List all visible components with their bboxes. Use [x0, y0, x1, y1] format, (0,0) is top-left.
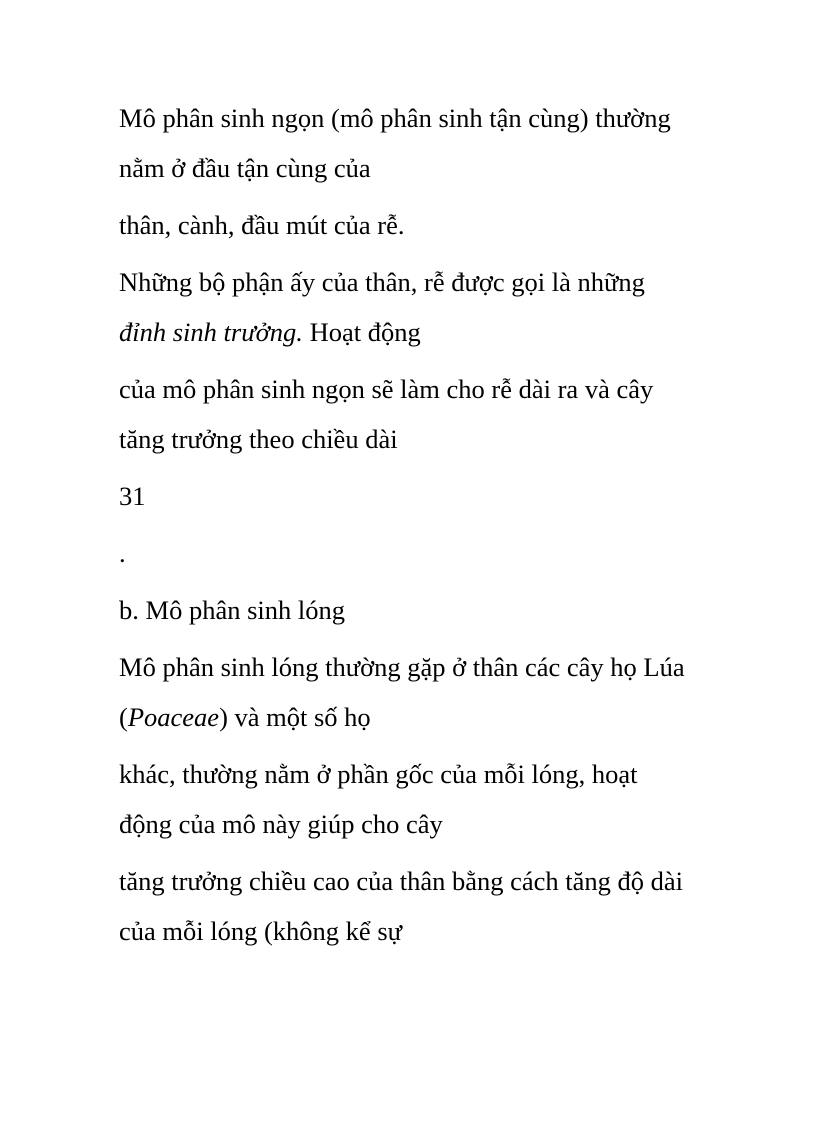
paragraph-line: của mô phân sinh ngọn sẽ làm cho rễ dài ra và cây: [119, 374, 654, 404]
italic-term: đỉnh sinh trưởng.: [119, 317, 303, 347]
paragraph-line: động của mô này giúp cho cây: [119, 809, 443, 839]
section-heading: b. Mô phân sinh lóng: [119, 595, 345, 625]
paragraph-line: tăng trưởng chiều cao của thân bằng cách tăng độ dài: [119, 866, 684, 896]
page-number: 31: [119, 481, 146, 511]
paragraph-line: Mô phân sinh lóng thường gặp ở thân các cây họ Lúa: [119, 652, 685, 682]
paragraph-line: khác, thường nằm ở phần gốc của mỗi lóng, hoạt: [119, 759, 638, 789]
paragraph-text: Hoạt động: [302, 317, 421, 347]
paragraph-line: [119, 701, 371, 733]
italic-term: Poaceae: [127, 702, 220, 732]
paragraph-line: tăng trưởng theo chiều dài: [119, 424, 398, 454]
paragraph-line: thân, cành, đầu mút của rễ.: [119, 210, 405, 240]
paragraph-line: của mỗi lóng (không kể sự: [119, 916, 402, 946]
paragraph-line: Những bộ phận ấy của thân, rễ được gọi là những: [119, 267, 645, 297]
paragraph-line: nằm ở đầu tận cùng của: [119, 153, 371, 183]
paragraph-line: Mô phân sinh ngọn (mô phân sinh tận cùng) thường: [119, 103, 671, 133]
dot-line: .: [119, 538, 126, 568]
paragraph-text: ) và một số họ: [219, 702, 371, 732]
paragraph-line: [119, 316, 421, 348]
paragraph-text: (: [119, 702, 128, 732]
